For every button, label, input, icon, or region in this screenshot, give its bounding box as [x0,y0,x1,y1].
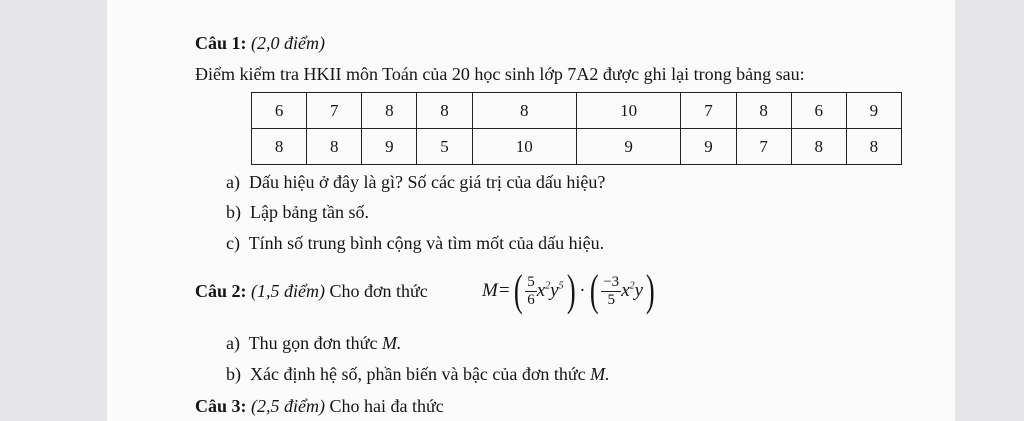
item-label: a) [226,172,240,192]
q2-item-b [226,364,610,385]
table-cell: 8 [791,129,846,165]
q1-heading [195,33,325,54]
q3-points: (2,5 điểm) [251,396,325,416]
q2-intro: Cho đơn thức [329,281,428,301]
table-cell: 9 [681,129,736,165]
item-label: c) [226,233,240,253]
item-text: Thu gọn đơn thức [248,333,378,353]
table-cell: 6 [252,93,307,129]
fraction-2: $\frac{-3}{5}$ [603,273,620,308]
q1-item-b [226,202,369,223]
item-var: M. [381,333,402,353]
q1-item-a [226,172,605,193]
item-label: b) [226,202,241,222]
item-text: Dấu hiệu ở đây là gì? Số các giá trị của dấu hiệu? [248,172,606,192]
table-cell: 8 [307,129,362,165]
table-cell: 9 [362,129,417,165]
table-cell: 8 [736,93,791,129]
q2-item-a [226,333,401,354]
table-row [252,93,902,129]
fraction-1: $\frac{5}{6}$ [527,273,535,308]
formula-lhs: M [482,280,498,301]
q1-intro: Điểm kiểm tra HKII môn Toán của 20 học sinh lớp 7A2 được ghi lại trong bảng sau: [195,64,805,84]
q3-intro: Cho hai đa thức [329,396,444,416]
table-cell: 8 [472,93,576,129]
table-cell: 9 [576,129,680,165]
q1-item-c [226,233,604,254]
item-text: Xác định hệ số, phần biến và bậc của đơn thức [250,364,586,384]
q1-points: (2,0 điểm) [251,33,325,53]
q2-points: (1,5 điểm) [251,281,325,301]
item-var: M. [590,364,610,384]
item-text: Tính số trung bình cộng và tìm mốt của dấu hiệu. [248,233,605,253]
table-cell: 8 [252,129,307,165]
table-cell: 5 [417,129,472,165]
table-cell: 7 [681,93,736,129]
table-cell: 6 [791,93,846,129]
q1-title: Câu 1: [195,33,247,53]
monomial-formula: M = ( $\frac{5}{6}$ $x^2y^5$ ) · ( $\frac{-3}{5}$ $x^2y$ ) [482,266,655,315]
table-cell: 8 [417,93,472,129]
table-row [252,129,902,165]
q2-heading [195,281,428,302]
table-cell: 9 [846,93,901,129]
q2-title: Câu 2: [195,281,247,301]
table-cell: 7 [736,129,791,165]
table-cell: 8 [846,129,901,165]
q3-heading [195,396,444,417]
table-cell: 7 [307,93,362,129]
score-table [251,92,902,165]
item-label: b) [226,364,241,384]
table-cell: 10 [576,93,680,129]
q3-title: Câu 3: [195,396,247,416]
item-label: a) [226,333,240,353]
table-cell: 10 [472,129,576,165]
table-cell: 8 [362,93,417,129]
item-text: Lập bảng tần số. [250,202,369,222]
